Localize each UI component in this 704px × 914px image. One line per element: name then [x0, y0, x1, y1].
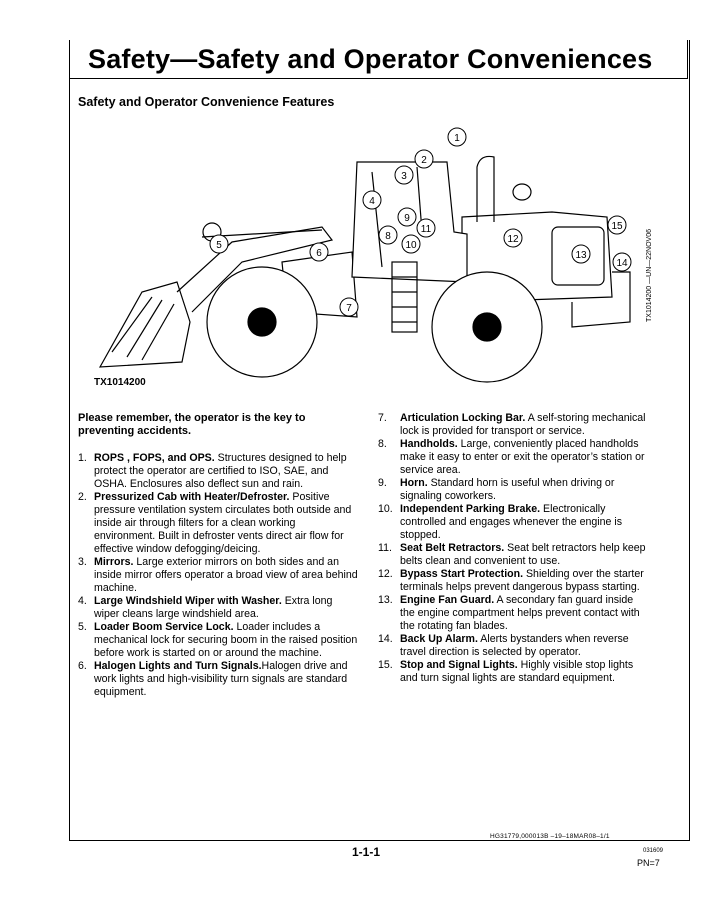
item-number: 13.: [378, 594, 393, 606]
item-heading: Mirrors.: [94, 556, 134, 568]
list-item: [378, 438, 650, 477]
item-number: 8.: [378, 438, 387, 450]
item-number: 9.: [378, 477, 387, 489]
svg-text:2: 2: [421, 155, 427, 166]
item-text: [400, 594, 650, 633]
list-item: [78, 452, 358, 491]
svg-text:4: 4: [369, 196, 375, 207]
item-heading: Articulation Locking Bar.: [400, 412, 526, 424]
item-text: [400, 633, 650, 659]
item-body: A secondary fan guard inside the engine compartment helps prevent contact with the rotating fan blades.: [400, 594, 640, 632]
item-text: [400, 503, 650, 542]
item-body: Shielding over the starter terminals helps prevent dangerous bypass starting.: [400, 568, 644, 593]
item-number: 4.: [78, 595, 87, 607]
pn-number: PN=7: [637, 858, 660, 868]
page-number: 1-1-1: [352, 845, 381, 859]
document-reference: HG31779,000013B –19–18MAR08–1/1: [490, 833, 610, 840]
list-item: [378, 633, 650, 659]
item-text: [94, 621, 358, 660]
item-body: A self-storing mechanical lock is provided for transport or service.: [400, 412, 646, 437]
list-item: [78, 491, 358, 556]
item-body: Seat belt retractors help keep belts clean and convenient to use.: [400, 542, 646, 567]
svg-text:12: 12: [507, 234, 519, 245]
list-item: [378, 594, 650, 633]
item-text: [400, 412, 650, 438]
item-number: 12.: [378, 568, 393, 580]
list-item: [378, 503, 650, 542]
item-text: [94, 660, 358, 699]
item-heading: Independent Parking Brake.: [400, 503, 541, 515]
item-number: 6.: [78, 660, 87, 672]
svg-text:6: 6: [316, 248, 322, 259]
item-number: 14.: [378, 633, 393, 645]
svg-text:9: 9: [404, 213, 410, 224]
item-number: 3.: [78, 556, 87, 568]
item-heading: Handholds.: [400, 438, 458, 450]
section-title: Safety and Operator Convenience Features: [78, 95, 335, 109]
list-item: [378, 542, 650, 568]
item-text: [94, 491, 358, 556]
item-number: 7.: [378, 412, 387, 424]
list-item: [78, 621, 358, 660]
item-heading: Loader Boom Service Lock.: [94, 621, 234, 633]
item-body: Large, conveniently placed handholds make it easy to enter or exit the operator’s station or service area.: [400, 438, 645, 476]
list-item: [378, 568, 650, 594]
loader-illustration: [82, 122, 662, 390]
item-heading: Bypass Start Protection.: [400, 568, 524, 580]
item-heading: Halogen Lights and Turn Signals.: [94, 660, 262, 672]
item-heading: Seat Belt Retractors.: [400, 542, 505, 554]
item-text: [400, 438, 650, 477]
item-body: Structures designed to help protect the operator are certified to ISO, SAE, and OSHA. Enclosures also deflect sun and rain.: [94, 452, 347, 490]
item-heading: Pressurized Cab with Heater/Defroster.: [94, 491, 290, 503]
item-text: [400, 659, 650, 685]
list-item: [78, 660, 358, 699]
item-number: 15.: [378, 659, 393, 671]
svg-text:8: 8: [385, 231, 391, 242]
item-number: 2.: [78, 491, 87, 503]
item-heading: Horn.: [400, 477, 428, 489]
list-item: [378, 412, 650, 438]
item-body: Alerts bystanders when reverse travel direction is selected by operator.: [400, 633, 629, 658]
item-body: Loader includes a mechanical lock for securing boom in the raised position before work is started on or around the machine.: [94, 621, 358, 659]
item-text: [94, 556, 358, 595]
item-heading: Back Up Alarm.: [400, 633, 478, 645]
item-heading: Engine Fan Guard.: [400, 594, 495, 606]
item-number: 5.: [78, 621, 87, 633]
list-item: [78, 556, 358, 595]
list-item: [378, 659, 650, 685]
item-body: Large exterior mirrors on both sides and an inside mirror offers operator a broad view of area behind machine.: [94, 556, 358, 594]
svg-text:11: 11: [420, 224, 432, 235]
item-text: [400, 568, 650, 594]
item-number: 11.: [378, 542, 392, 554]
item-text: [94, 595, 358, 621]
item-text: [400, 542, 650, 568]
item-text: [400, 477, 650, 503]
item-number: 1.: [78, 452, 87, 464]
svg-text:15: 15: [611, 221, 623, 232]
figure-label: TX1014200: [94, 377, 146, 388]
item-text: [94, 452, 358, 491]
item-body: Extra long wiper cleans large windshield area.: [94, 595, 333, 620]
item-body: Electronically controlled and engages whenever the engine is stopped.: [400, 503, 623, 541]
feature-list-left: [78, 452, 358, 699]
page-title: Safety—Safety and Operator Conveniences: [88, 44, 653, 74]
svg-text:3: 3: [401, 171, 407, 182]
svg-text:14: 14: [616, 258, 628, 269]
item-heading: ROPS , FOPS, and OPS.: [94, 452, 215, 464]
list-item: [378, 477, 650, 503]
item-body: Standard horn is useful when driving or signaling coworkers.: [400, 477, 615, 502]
svg-text:7: 7: [346, 303, 352, 314]
item-body: Positive pressure ventilation system circulates both outside and inside air through filters for a clean working environment. Built in defroster vents direct air flow for effective window defogging/deicing.: [94, 491, 352, 555]
item-number: 10.: [378, 503, 393, 515]
item-body: Halogen drive and work lights and high-visibility turn signals are standard equipment.: [94, 660, 348, 698]
svg-text:13: 13: [575, 250, 587, 261]
svg-text:5: 5: [216, 240, 222, 251]
feature-list-right: [378, 412, 650, 685]
intro-text: Please remember, the operator is the key to preventing accidents.: [78, 412, 306, 437]
svg-text:1: 1: [454, 133, 460, 144]
print-code: 031609: [643, 848, 664, 854]
item-heading: Large Windshield Wiper with Washer.: [94, 595, 282, 607]
svg-text:10: 10: [405, 240, 417, 251]
item-body: Highly visible stop lights and turn signal lights are standard equipment.: [400, 659, 634, 684]
item-heading: Stop and Signal Lights.: [400, 659, 518, 671]
list-item: [78, 595, 358, 621]
figure-side-code: TX1014200 —UN—22NOV06: [646, 229, 653, 322]
